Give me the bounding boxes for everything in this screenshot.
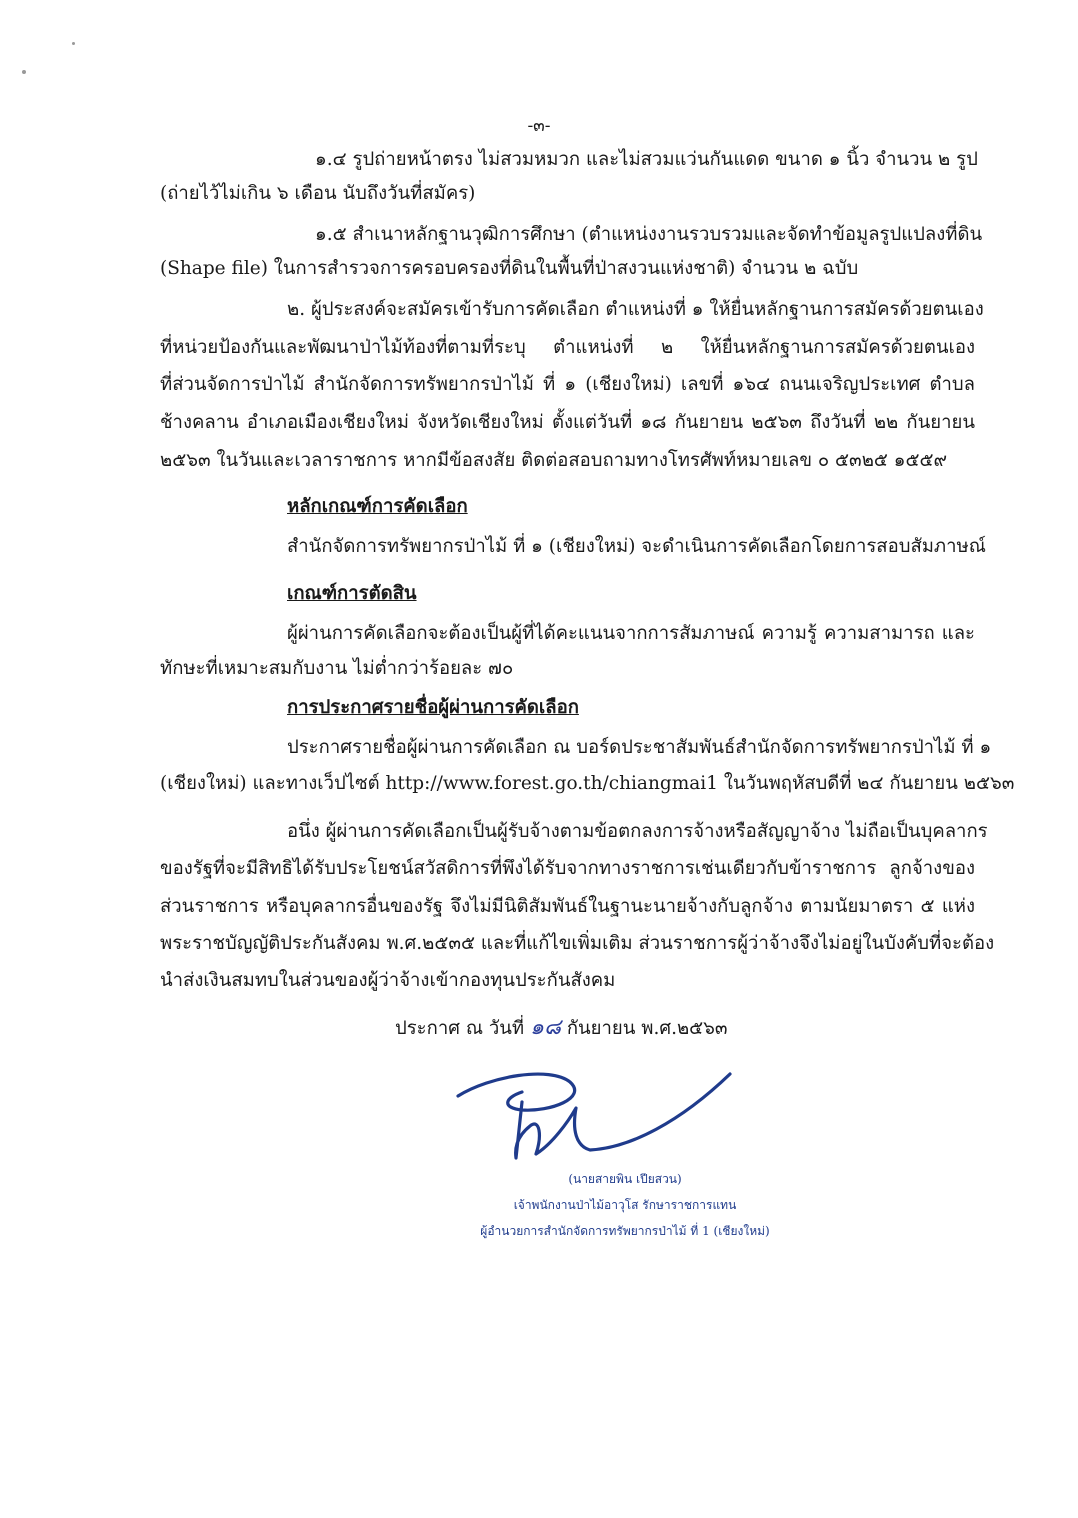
note-line-3: ส่วนราชการ หรือบุคลากรอื่นของรัฐ จึงไม่มีนิติสัมพันธ์ในฐานะนายจ้างกับลูกจ้าง ตามนัยมาตรา ๕ แห่ง	[160, 896, 975, 917]
signatory-title-1: เจ้าพนักงานป่าไม้อาวุโส รักษาราชการแทน	[513, 1198, 737, 1212]
item-1-4-line-1: ๑.๔ รูปถ่ายหน้าตรง ไม่สวมหมวก และไม่สวมแว่นกันแดด ขนาด ๑ นิ้ว จำนวน ๒ รูป	[315, 149, 978, 170]
note-line-2: ของรัฐที่จะมีสิทธิได้รับประโยชน์สวัสดิการที่พึงได้รับจากทางราชการเช่นเดียวกับข้าราชการ ลูกจ้างของ	[160, 858, 975, 879]
announce-line-2: (เชียงใหม่) และทางเว็ปไซต์ http://www.forest.go.th/chiangmai1 ในวันพฤหัสบดีที่ ๒๔ กันยายน ๒๕๖๓	[160, 773, 1015, 794]
announce-line-1: ประกาศรายชื่อผู้ผ่านการคัดเลือก ณ บอร์ดประชาสัมพันธ์สำนักจัดการทรัพยากรป่าไม้ ที่ ๑	[287, 737, 992, 758]
page-number: -๓-	[527, 116, 551, 136]
item-2-line-5: ๒๕๖๓ ในวันและเวลาราชการ หากมีข้อสงสัย ติดต่อสอบถามทางโทรศัพท์หมายเลข ๐ ๕๓๒๕ ๑๕๕๙	[160, 450, 948, 471]
dateline	[395, 1016, 728, 1041]
item-2-line-4: ช้างคลาน อำเภอเมืองเชียงใหม่ จังหวัดเชียงใหม่ ตั้งแต่วันที่ ๑๘ กันยายน ๒๕๖๓ ถึงวันที่ ๒๒ กันยายน	[160, 412, 975, 433]
note-line-4: พระราชบัญญัติประกันสังคม พ.ศ.๒๕๓๕ และที่แก้ไขเพิ่มเติม ส่วนราชการผู้ว่าจ้างจึงไม่อยู่ในบังคับที่จะต้อง	[160, 933, 995, 954]
announce-heading: การประกาศรายชื่อผู้ผ่านการคัดเลือก	[287, 697, 579, 718]
scan-speck	[72, 42, 75, 45]
scan-speck	[22, 70, 26, 74]
item-1-4-line-2: (ถ่ายไว้ไม่เกิน ๖ เดือน นับถึงวันที่สมัคร)	[160, 183, 476, 204]
judgement-line-1: ผู้ผ่านการคัดเลือกจะต้องเป็นผู้ที่ได้คะแนนจากการสัมภาษณ์ ความรู้ ความสามารถ และ	[287, 623, 975, 644]
item-1-5-line-1: ๑.๕ สำเนาหลักฐานวุฒิการศึกษา (ตำแหน่งงานรวบรวมและจัดทำข้อมูลรูปแปลงที่ดิน	[315, 224, 983, 245]
signature-mark	[440, 1060, 750, 1165]
signatory-title-2: ผู้อำนวยการสำนักจัดการทรัพยากรป่าไม้ ที่ 1 (เชียงใหม่)	[480, 1224, 770, 1238]
item-2-line-1: ๒. ผู้ประสงค์จะสมัครเข้ารับการคัดเลือก ตำแหน่งที่ ๑ ให้ยื่นหลักฐานการสมัครด้วยตนเอง	[287, 299, 984, 320]
item-2-line-3: ที่ส่วนจัดการป่าไม้ สำนักจัดการทรัพยากรป่าไม้ ที่ ๑ (เชียงใหม่) เลขที่ ๑๖๔ ถนนเจริญประเทศ ตำบล	[160, 374, 975, 395]
judgement-line-2: ทักษะที่เหมาะสมกับงาน ไม่ต่ำกว่าร้อยละ ๗๐	[160, 658, 514, 679]
dateline-suffix: กันยายน พ.ศ.๒๕๖๓	[566, 1018, 728, 1039]
note-line-5: นำส่งเงินสมทบในส่วนของผู้ว่าจ้างเข้ากองทุนประกันสังคม	[160, 970, 616, 991]
criteria-text: สำนักจัดการทรัพยากรป่าไม้ ที่ ๑ (เชียงใหม่) จะดำเนินการคัดเลือกโดยการสอบสัมภาษณ์	[287, 536, 986, 557]
note-line-1: อนึ่ง ผู้ผ่านการคัดเลือกเป็นผู้รับจ้างตามข้อตกลงการจ้างหรือสัญญาจ้าง ไม่ถือเป็นบุคลากร	[287, 821, 988, 842]
dateline-day: ๑๘	[530, 1015, 561, 1040]
signatory-name: (นายสายพิน เปียสวน)	[568, 1172, 682, 1186]
signatory-block	[420, 1166, 830, 1244]
dateline-prefix: ประกาศ ณ วันที่	[395, 1018, 525, 1039]
criteria-heading: หลักเกณฑ์การคัดเลือก	[287, 496, 468, 517]
item-2-line-2: ที่หน่วยป้องกันและพัฒนาป่าไม้ท้องที่ตามที่ระบุ ตำแหน่งที่ ๒ ให้ยื่นหลักฐานการสมัครด้วยตนเอง	[160, 337, 975, 358]
judgement-heading: เกณฑ์การตัดสิน	[287, 583, 417, 604]
item-1-5-line-2: (Shape file) ในการสำรวจการครอบครองที่ดินในพื้นที่ป่าสงวนแห่งชาติ) จำนวน ๒ ฉบับ	[160, 258, 859, 279]
